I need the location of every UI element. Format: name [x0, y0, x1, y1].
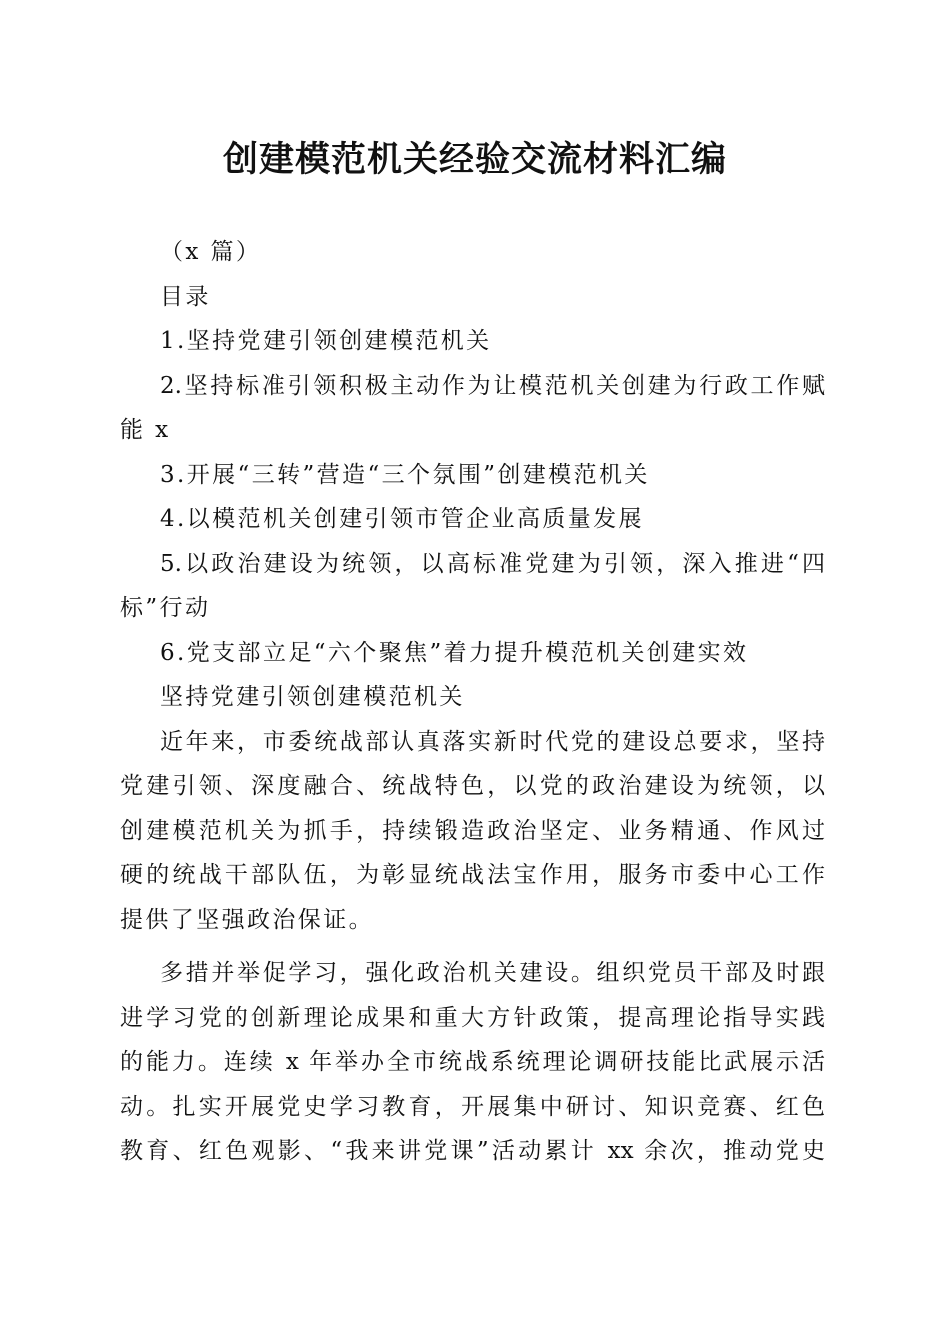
toc-heading: 目录 [160, 283, 211, 310]
toc-item-continuation: 标”行动 [120, 595, 211, 621]
paragraph-gap [120, 942, 825, 951]
paragraph-line: 创建模范机关为抓手，持续锻造政治坚定、业务精通、作风过 [120, 817, 825, 844]
toc-item: 1.坚持党建引领创建模范机关 [160, 328, 492, 354]
paragraph-line: 近年来，市委统战部认真落实新时代党的建设总要求，坚持 [160, 728, 825, 755]
count-note: （x 篇） [160, 239, 262, 265]
toc-item-continuation: 能 x [120, 417, 171, 443]
toc-item: 5.以政治建设为统领，以高标准党建为引领，深入推进“四 [160, 550, 825, 577]
paragraph-line: 硬的统战干部队伍，为彰显统战法宝作用，服务市委中心工作 [120, 862, 825, 888]
paragraph-line: 动。扎实开展党史学习教育，开展集中研讨、知识竞赛、红色 [120, 1093, 825, 1120]
paragraph-line: 的能力。连续 x 年举办全市统战系统理论调研技能比武展示活 [120, 1049, 825, 1075]
toc-item: 2.坚持标准引领积极主动作为让模范机关创建为行政工作赋 [160, 372, 825, 399]
paragraph-line: 教育、红色观影、“我来讲党课”活动累计 xx 余次，推动党史 [120, 1138, 825, 1164]
toc-item: 4.以模范机关创建引领市管企业高质量发展 [160, 506, 644, 532]
paragraph-line: 进学习党的创新理论成果和重大方针政策，提高理论指导实践 [120, 1004, 825, 1031]
document-title: 创建模范机关经验交流材料汇编 [222, 139, 727, 180]
document-body [120, 230, 825, 1174]
paragraph-line: 党建引领、深度融合、统战特色，以党的政治建设为统领，以 [120, 773, 825, 799]
section-title: 坚持党建引领创建模范机关 [160, 684, 465, 710]
paragraph-line: 多措并举促学习，强化政治机关建设。组织党员干部及时跟 [160, 960, 825, 986]
paragraph-line: 提供了坚强政治保证。 [120, 906, 374, 933]
toc-item: 3.开展“三转”营造“三个氛围”创建模范机关 [160, 461, 650, 488]
toc-item: 6.党支部立足“六个聚焦”着力提升模范机关创建实效 [160, 639, 749, 666]
